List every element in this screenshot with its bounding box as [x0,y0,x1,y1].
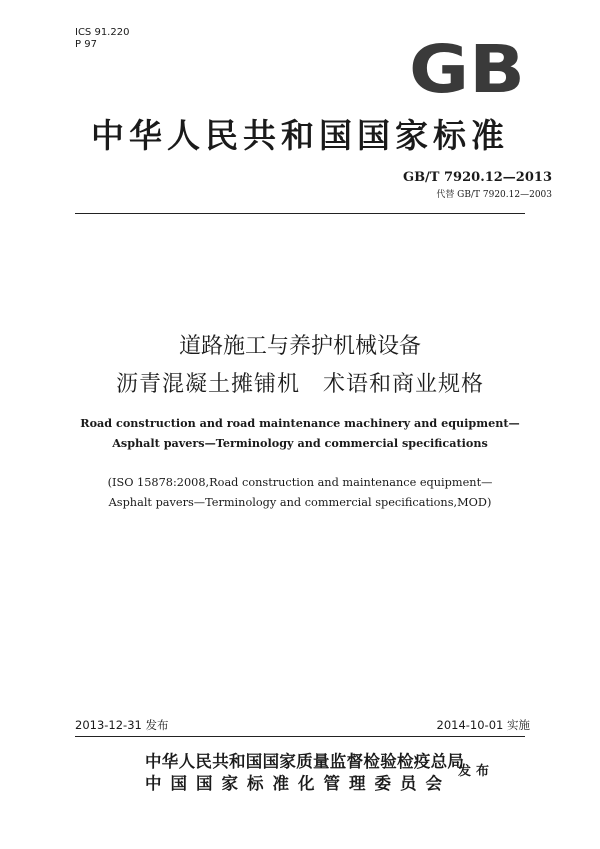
replaces-code: 代替 GB/T 7920.12—2003 [436,190,552,200]
issue-date: 2013-12-31 发布 [75,718,169,732]
ics-code: ICS 91.220 [75,27,130,38]
standard-code-block [403,170,552,200]
english-title-line-2: Asphalt pavers—Terminology and commercial specifications [112,436,488,450]
standard-type-title: 中华人民共和国国家标准 [91,116,509,155]
iso-reference-line-1: (ISO 15878:2008,Road construction and maintenance equipment— [107,476,493,489]
classification-codes [75,27,129,51]
gb-logo [408,40,526,98]
header-divider [75,213,525,214]
footer-divider [75,736,525,737]
chinese-title-line-2: 沥青混凝土摊铺机 术语和商业规格 [115,372,484,397]
iso-reference-line-2: Asphalt pavers—Terminology and commercial specifications,MOD) [108,496,492,509]
gb-logo-text: GB [409,40,525,98]
standard-code: GB/T 7920.12—2013 [402,170,552,185]
implementation-date: 2014-10-01 实施 [436,718,530,732]
publish-label: 发布 [458,764,495,779]
issuer-line-2: 中国国家标准化管理委员会 [145,774,451,793]
ccs-code: P 97 [75,39,97,50]
issuer-line-1: 中华人民共和国国家质量监督检验检疫总局 [145,752,465,771]
chinese-title-line-1: 道路施工与养护机械设备 [178,334,421,359]
english-title-line-1: Road construction and road maintenance machinery and equipment— [80,416,520,430]
